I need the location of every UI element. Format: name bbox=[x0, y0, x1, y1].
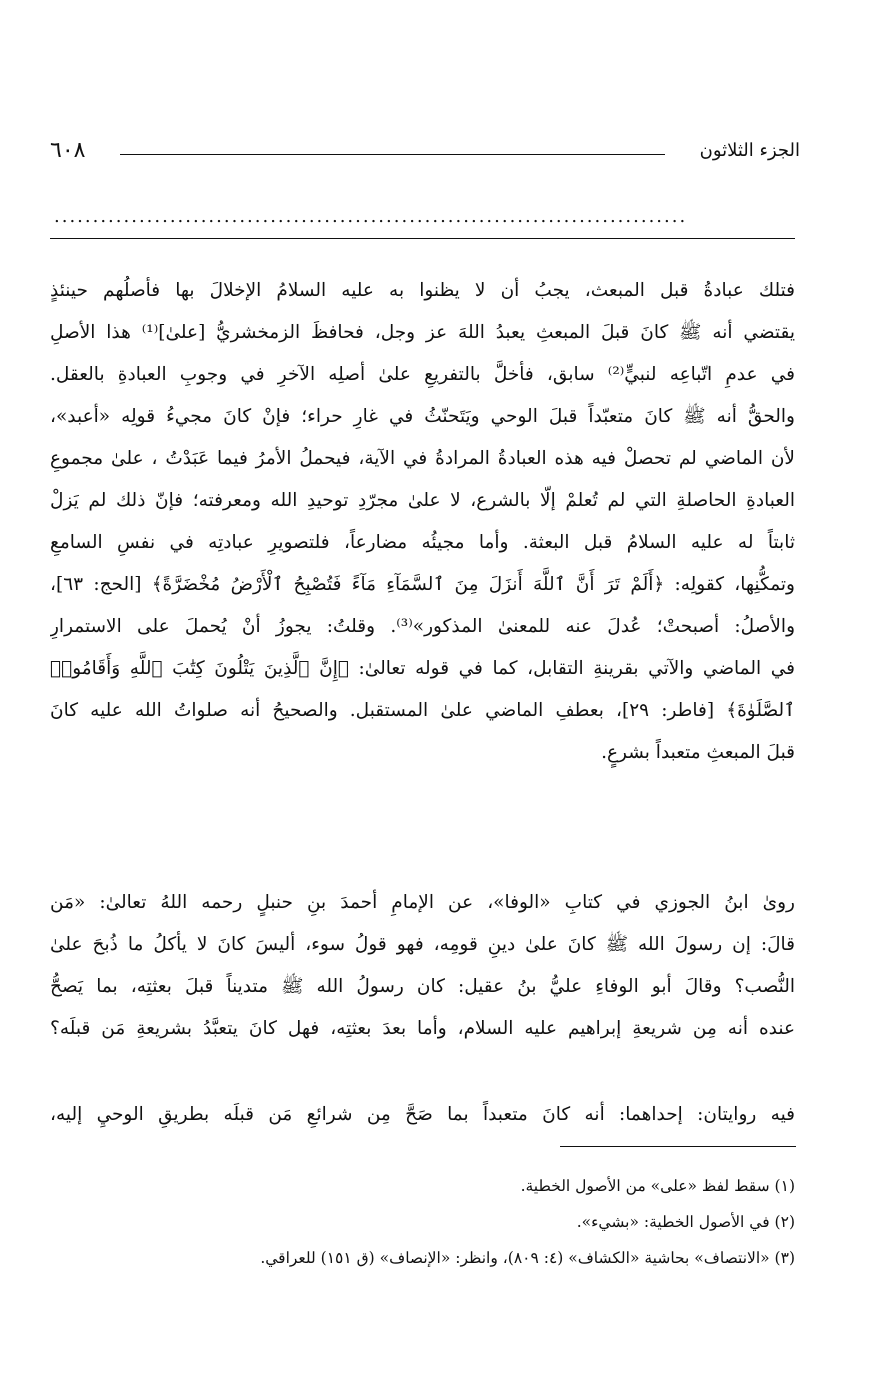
text-line: يقتضي أنه ﷺ كانَ قبلَ المبعثِ يعبدُ اللهَ عز وجل، فحافظَ الزمخشريُّ [علىٰ]⁽¹⁾ هذا الأصلِ bbox=[50, 322, 795, 343]
text-line: ٱلصَّلَوٰةَ﴾ [فاطر: ٢٩]، بعطفِ الماضي علىٰ المستقبل. والصحيحُ أنه صلواتُ الله عليه كانَ bbox=[50, 700, 795, 721]
text-line: في عدمِ اتّباعِه لنبيٍّ⁽²⁾ سابق، فأخلَّ بالتفريعِ علىٰ أصلِه الآخرِ في وجوبِ العبادةِ بالعقل. bbox=[50, 364, 795, 385]
text-line: عنده أنه مِن شريعةِ إبراهيم عليه السلام، وأما بعدَ بعثتِه، فهل كانَ يتعبَّدُ بشريعةِ مَن قبلَه؟ bbox=[50, 1018, 795, 1039]
header-rule bbox=[120, 154, 665, 155]
text-line: العبادةِ الحاصلةِ التي لم تُعلمْ إلّا بالشرع، لا علىٰ مجرّدِ توحيدِ الله ومعرفته؛ فإنّ ذلك لم يَزلْ bbox=[50, 490, 795, 511]
dotted-separator: .................................................................................. bbox=[54, 206, 688, 227]
paragraph-3 bbox=[50, 1094, 795, 1136]
text-line: والحقُّ أنه ﷺ كانَ متعبّداً قبلَ الوحي ويَتَحنّثُ في غارِ حراء؛ فإنْ كانَ مجيءُ قولِه «أعبد»، bbox=[50, 406, 795, 427]
text-line: ثابتاً له عليه السلامُ قبل البعثة. وأما مجيئُه مضارعاً، فلتصويرِ عبادتِه في نفسِ السامعِ bbox=[50, 532, 795, 553]
text-line: فيه روايتان: إحداهما: أنه كانَ متعبداً بما صَحَّ مِن شرائعِ مَن قبلَه بطريقِ الوحيِ إليه، bbox=[50, 1104, 795, 1125]
text-line: لأن الماضي لم تحصلْ فيه هذه العبادةُ المرادةُ في الآية، فيحملُ الأمرُ فيما عَبَدْتُ ، علىٰ مجموعِ bbox=[50, 448, 795, 469]
footnote: (٢) في الأصول الخطية: «بشيء». bbox=[576, 1213, 795, 1231]
text-line: قبلَ المبعثِ متعبداً بشرعٍ. bbox=[601, 742, 795, 763]
running-title: الجزء الثلاثون bbox=[699, 140, 800, 161]
text-line: وتمكُّنِها، كقولِه: ﴿أَلَمْ تَرَ أَنَّ ٱللَّهَ أَنزَلَ مِنَ ٱلسَّمَآءِ مَآءً فَتُصْبِحُ ٱلْأَرْضُ مُخْضَرَّةً﴾ [الحج: ٦٣]، bbox=[50, 574, 795, 595]
running-header bbox=[40, 138, 800, 170]
text-line: في الماضي والآتي بقرينةِ التقابل، كما في قوله تعالىٰ: ﴿إِنَّ ٱلَّذِينَ يَتْلُونَ كِتَٰبَ ٱللَّهِ وَأَقَامُوا۟ bbox=[50, 658, 795, 679]
top-rule bbox=[50, 238, 795, 239]
footnote: (١) سقط لفظ «على» من الأصول الخطية. bbox=[520, 1177, 795, 1195]
footnote-rule bbox=[560, 1146, 796, 1147]
text-line: النُّصب؟ وقالَ أبو الوفاءِ عليُّ بنُ عقيل: كان رسولُ الله ﷺ متديناً قبلَ بعثتِه، بما يَصحُّ bbox=[50, 976, 795, 997]
footnote: (٣) «الانتصاف» بحاشية «الكشاف» (٤: ٨٠٩)، وانظر: «الإنصاف» (ق ١٥١) للعراقي. bbox=[260, 1249, 795, 1267]
paragraph-1 bbox=[50, 270, 795, 774]
footnotes bbox=[50, 1168, 795, 1276]
text-line: فتلك عبادةُ قبل المبعث، يجبُ أن لا يظنوا به عليه السلامُ الإخلالَ بها فأصلُهم حينئذٍ bbox=[50, 280, 795, 301]
paragraph-2 bbox=[50, 882, 795, 1050]
text-line: والأصلُ: أصبحتْ؛ عُدلَ عنه للمعنىٰ المذكور»⁽³⁾. وقلتُ: يجوزُ أنْ يُحملَ على الاستمرارِ bbox=[50, 616, 795, 637]
page-number: ٦٠٨ bbox=[50, 138, 86, 163]
text-line: قالَ: إن رسولَ الله ﷺ كانَ علىٰ دينِ قومِه، فهو قولُ سوء، أليسَ كانَ لا يأكلُ ما ذُبحَ علىٰ bbox=[50, 934, 795, 955]
text-line: روىٰ ابنُ الجوزي في كتابِ «الوفا»، عن الإمامِ أحمدَ بنِ حنبلٍ رحمه اللهُ تعالىٰ: «مَن bbox=[50, 892, 795, 913]
